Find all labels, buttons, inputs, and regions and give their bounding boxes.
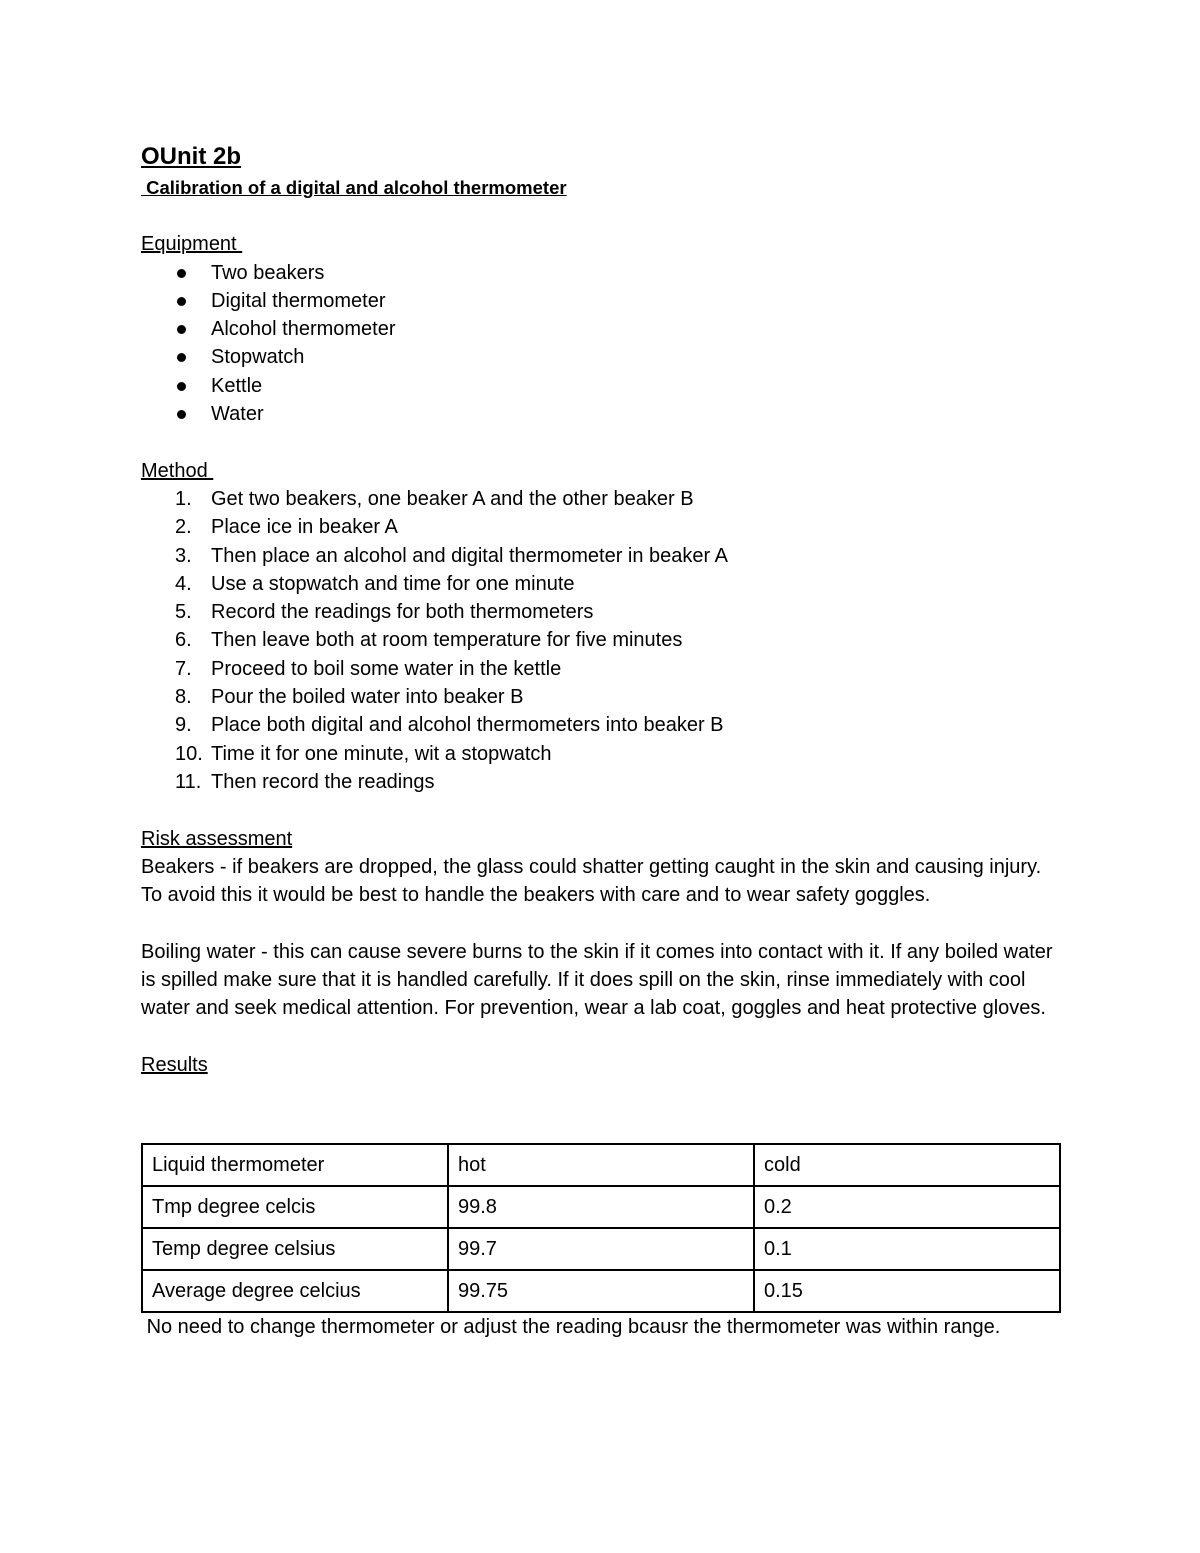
step-text: Get two beakers, one beaker A and the other beaker B — [211, 487, 694, 510]
table-cell: 0.15 — [754, 1270, 1060, 1312]
step-text: Place both digital and alcohol thermometers into beaker B — [211, 714, 724, 737]
bullet-icon — [177, 325, 186, 334]
bullet-icon — [177, 353, 186, 362]
step-text: Use a stopwatch and time for one minute — [211, 572, 575, 595]
step-text: Time it for one minute, wit a stopwatch — [211, 742, 552, 765]
step-text: Proceed to boil some water in the kettle — [211, 657, 562, 680]
equipment-list — [141, 259, 1061, 429]
step-text: Then leave both at room temperature for five minutes — [211, 629, 683, 652]
table-row — [142, 1228, 1060, 1270]
step-number: 5. — [175, 601, 192, 624]
bullet-icon — [177, 382, 186, 391]
bullet-icon — [177, 410, 186, 419]
table-cell: 0.2 — [754, 1186, 1060, 1228]
spacer — [141, 428, 1061, 456]
table-cell: cold — [754, 1144, 1060, 1186]
spacer — [141, 909, 1061, 937]
spacer — [141, 1023, 1061, 1051]
list-item-text: Two beakers — [211, 261, 325, 284]
method-list — [141, 485, 1061, 796]
list-item — [141, 259, 1061, 287]
table-row — [142, 1186, 1060, 1228]
table-row — [142, 1270, 1060, 1312]
spacer — [141, 796, 1061, 824]
step-number: 7. — [175, 657, 192, 680]
step-number: 11. — [175, 770, 202, 793]
document-page — [141, 140, 1061, 1342]
table-cell: Average degree celcius — [142, 1270, 448, 1312]
results-heading: Results — [141, 1053, 208, 1076]
bullet-icon — [177, 297, 186, 306]
table-cell: Liquid thermometer — [142, 1144, 448, 1186]
list-item — [141, 598, 1061, 626]
risk-assessment-heading: Risk assessment — [141, 827, 293, 850]
list-item — [141, 343, 1061, 371]
step-text: Then place an alcohol and digital thermometer in beaker A — [211, 544, 728, 567]
step-number: 8. — [175, 686, 192, 709]
method-heading: Method — [141, 459, 214, 482]
step-number: 1. — [175, 487, 192, 510]
list-item — [141, 740, 1061, 768]
table-cell: hot — [448, 1144, 754, 1186]
step-text: Pour the boiled water into beaker B — [211, 686, 524, 709]
list-item — [141, 372, 1061, 400]
list-item — [141, 400, 1061, 428]
step-number: 4. — [175, 572, 192, 595]
list-item — [141, 655, 1061, 683]
spacer — [141, 202, 1061, 230]
step-text: Place ice in beaker A — [211, 516, 398, 539]
results-table — [141, 1143, 1061, 1313]
step-text: Record the readings for both thermometers — [211, 601, 594, 624]
list-item — [141, 287, 1061, 315]
document-title: OUnit 2b — [141, 143, 241, 170]
table-cell: 99.8 — [448, 1186, 754, 1228]
results-note: No need to change thermometer or adjust the reading bcausr the thermometer was within range. — [141, 1316, 1001, 1339]
list-item-text: Stopwatch — [211, 346, 305, 369]
table-cell: Temp degree celsius — [142, 1228, 448, 1270]
list-item — [141, 485, 1061, 513]
list-item — [141, 315, 1061, 343]
table-cell: Tmp degree celcis — [142, 1186, 448, 1228]
table-cell: 99.75 — [448, 1270, 754, 1312]
list-item — [141, 768, 1061, 796]
list-item — [141, 570, 1061, 598]
document-subtitle: Calibration of a digital and alcohol thermometer — [141, 177, 567, 198]
table-cell: 0.1 — [754, 1228, 1060, 1270]
list-item — [141, 626, 1061, 654]
list-item-text: Digital thermometer — [211, 289, 386, 312]
list-item-text: Kettle — [211, 374, 263, 397]
step-text: Then record the readings — [211, 770, 435, 793]
list-item-text: Water — [211, 403, 264, 426]
list-item-text: Alcohol thermometer — [211, 318, 396, 341]
step-number: 2. — [175, 516, 192, 539]
step-number: 3. — [175, 544, 192, 567]
risk-beakers-paragraph: Beakers - if beakers are dropped, the glass could shatter getting caught in the skin and causing injury. To avoid this it would be best to handle the beakers with care and to wear safety goggles. — [141, 855, 1042, 907]
table-row — [142, 1144, 1060, 1186]
list-item — [141, 513, 1061, 541]
step-number: 10. — [175, 742, 203, 765]
step-number: 9. — [175, 714, 192, 737]
risk-boiling-water-paragraph: Boiling water - this can cause severe burns to the skin if it comes into contact with it. If any boiled water is spilled make sure that it is handled carefully. If it does spill on the skin, rinse immediately with cool water and seek medical attention. For prevention, wear a lab coat, goggles and heat protective gloves. — [141, 940, 1053, 1020]
bullet-icon — [177, 269, 186, 278]
step-number: 6. — [175, 629, 192, 652]
list-item — [141, 711, 1061, 739]
list-item — [141, 542, 1061, 570]
list-item — [141, 683, 1061, 711]
equipment-heading: Equipment — [141, 233, 243, 256]
spacer — [141, 1079, 1061, 1141]
table-cell: 99.7 — [448, 1228, 754, 1270]
